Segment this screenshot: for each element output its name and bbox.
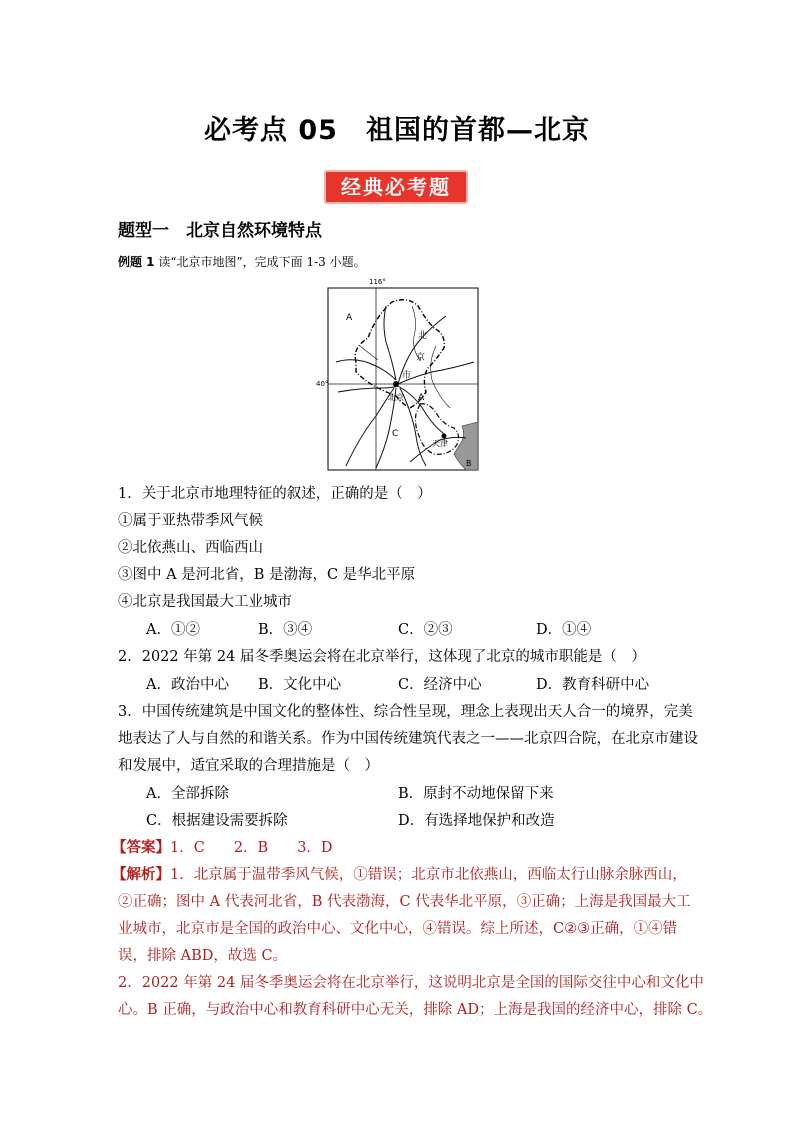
q3-option-b[interactable]: B．原封不动地保留下来 [398,786,554,802]
lon-label: 116° [369,278,386,286]
analysis-tag: 【解析】 [112,866,170,883]
analysis-line-2: ②正确；图中 A 代表河北省，B 代表渤海，C 代表华北平原，③正确；上海是我国最大工 [118,894,691,910]
q1-option-d[interactable]: D．①④ [536,622,592,638]
q1-statement-3: ③图中 A 是河北省，B 是渤海，C 是华北平原 [118,567,416,583]
analysis-line-5: 2．2022 年第 24 届冬季奥运会将在北京举行，这说明北京是全国的国际交往中心和文化中 [118,975,704,991]
q3-line-1: 3．中国传统建筑是中国文化的整体性、综合性呈现，理念上表现出天人合一的境界，完美 [118,704,693,720]
label-a-mid: A [418,393,425,403]
q3-line-2: 地表达了人与自然的和谐关系。作为中国传统建筑代表之一——北京四合院，在北京市建设 [118,731,698,747]
example-intro [118,253,366,270]
answer-line [112,836,333,857]
q1-statement-1: ①属于亚热带季风气候 [118,513,263,529]
section-banner: 经典必考题 [324,170,468,204]
q2-option-b[interactable]: B．文化中心 [258,677,342,693]
analysis-line-6: 心。B 正确，与政治中心和教育科研中心无关，排除 AD；上海是我国的经济中心，排除 C。 [118,1002,713,1018]
q1-statement-4: ④北京是我国最大工业城市 [118,594,292,610]
q3-line-3: 和发展中，适宜采取的合理措施是（ ） [118,758,379,774]
q3-option-a[interactable]: A．全部拆除 [146,786,229,802]
q3-option-c[interactable]: C．根据建设需要拆除 [146,813,288,829]
q2-stem: 2．2022 年第 24 届冬季奥运会将在北京举行，这体现了北京的城市职能是（ ） [118,649,646,665]
q1-option-a[interactable]: A．①② [146,622,200,638]
beijing-city-dot [393,381,399,387]
answer-tag: 【答案】 [112,839,170,856]
q2-option-c[interactable]: C．经济中心 [398,677,482,693]
label-a-top: A [346,313,353,323]
q3-option-d[interactable]: D．有选择地保护和改造 [398,813,555,829]
example-text: 读“北京市地图”，完成下面 1-3 小题。 [158,255,366,269]
section-heading: 题型一 北京自然环境特点 [118,221,322,241]
lat-label: 40° [316,380,329,388]
beijing-map [316,276,488,474]
label-tianjin: 天津 [432,439,448,448]
q1-stem: 1．关于北京市地理特征的叙述，正确的是（ ） [118,486,432,502]
label-jing: 京 [416,353,426,363]
q1-statement-2: ②北依燕山、西临西山 [118,540,263,556]
tianjin-city-dot [442,434,447,439]
page-title: 必考点 05 祖国的首都—北京 [204,115,590,146]
analysis-line-4: 误，排除 ABD，故选 C。 [118,948,288,964]
label-c: C [392,429,399,439]
answer-text: 1．C 2．B 3．D [170,840,333,856]
q1-option-c[interactable]: C．②③ [398,622,453,638]
label-bei: 北 [418,331,428,341]
label-beijing: 北京 [388,393,404,402]
analysis-line-3: 业城市，北京市是全国的政治中心、文化中心，④错误。综上所述，C②③正确，①④错 [118,921,678,937]
analysis-text-1: 1．北京属于温带季风气候，①错误；北京市北依燕山，西临太行山脉余脉西山， [170,867,687,883]
example-label: 例题 1 [118,255,155,269]
label-shi: 市 [402,371,412,381]
q2-option-a[interactable]: A．政治中心 [146,677,229,693]
q2-option-d[interactable]: D．教育科研中心 [536,677,650,693]
label-b: B [466,459,472,468]
analysis-line-1 [112,863,687,884]
q1-option-b[interactable]: B．③④ [258,622,313,638]
